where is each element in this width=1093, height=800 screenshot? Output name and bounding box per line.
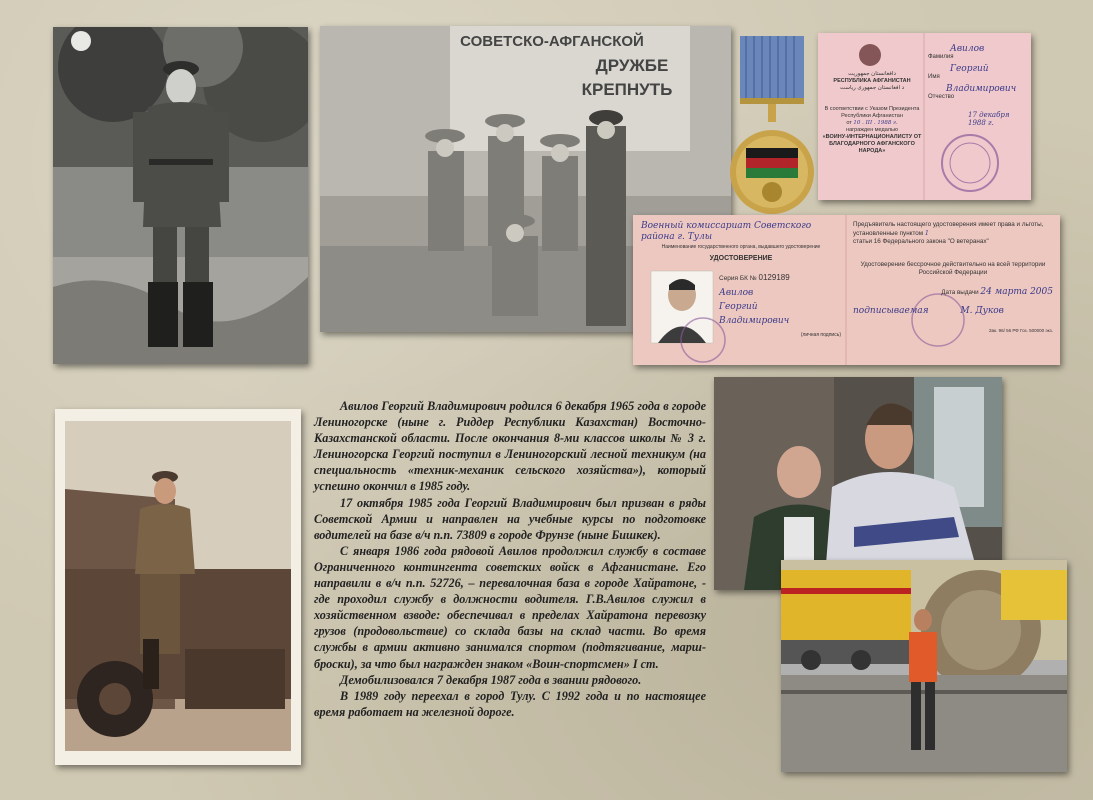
soldier-on-truck-photo xyxy=(55,409,301,765)
cert1-persian-1: دافغانستان جمهوريت xyxy=(848,71,896,77)
cert2-rights-text: Предъявитель настоящего удостоверения имеет права и льготы, установленные пунктом xyxy=(853,221,1044,237)
soldier-forest-photo xyxy=(53,27,308,364)
bio-paragraph-2: 17 октября 1985 года Георгий Владимирович был призван в ряды Советской Армии и направлен на учебные курсы по подготовке водителей на базе в/ч п.п. 73809 в городе Фрунзе (ныне Бишкек). xyxy=(314,495,706,542)
veteran-certificate xyxy=(633,215,1060,365)
cert1-decree: В соответствии с Указом Президента Республики Афганистан xyxy=(824,106,920,119)
cert1-surname-label: Фамилия xyxy=(928,54,954,60)
medal-icon xyxy=(728,32,816,217)
cert1-republic: РЕСПУБЛИКА АФГАНИСТАН xyxy=(833,78,911,84)
banner-text xyxy=(452,30,692,102)
banner-line-2: ДРУЖБЕ xyxy=(595,56,669,75)
cert2-surname: Авилов xyxy=(719,288,754,298)
cert2-issuer-caption: Наименование государственного органа, выдавшего удостоверение xyxy=(661,244,821,250)
banner-line-3: КРЕПНУТЬ xyxy=(581,80,673,99)
cert2-name: Георгий xyxy=(719,302,758,312)
cert2-signed xyxy=(853,307,1053,317)
soldier-forest-image xyxy=(53,27,308,364)
cert1-name-value: Георгий xyxy=(950,64,989,74)
cert2-series-label: Серия БК № xyxy=(719,275,757,282)
cert2-rights xyxy=(853,221,1053,238)
cert1-patronymic-value: Владимирович xyxy=(946,84,1017,94)
railway-worker-photo xyxy=(781,560,1067,772)
cert2-series xyxy=(719,271,841,286)
cert1-surname-value: Авилов xyxy=(950,44,985,54)
cert1-name-label: Имя xyxy=(928,74,940,80)
cert1-patronymic-label: Отчество xyxy=(928,94,955,100)
cert1-date xyxy=(822,120,922,127)
cert1-persian-2: د افغانستان جمهوری ریاست xyxy=(839,85,905,91)
cert2-issuer: Военный комиссариат Советского района г. Тулы xyxy=(641,221,812,242)
cert2-title: УДОСТОВЕРЕНИЕ xyxy=(709,255,773,262)
cert1-issue-note: 17 декабря 1988 г. xyxy=(968,111,1010,127)
cert2-footer: Зак. 96/ 56 РФ Гоз. 500000 экз. xyxy=(988,327,1053,333)
cert1-medal-name: «ВОИНУ-ИНТЕРНАЦИОНАЛИСТУ ОТ БЛАГОДАРНОГО АФГАНСКОГО НАРОДА» xyxy=(822,134,922,154)
cert2-rights-item: 1 xyxy=(924,229,929,237)
cert2-date-label: Дата выдачи xyxy=(941,288,979,296)
cert2-signer: М. Дуков xyxy=(960,306,1004,316)
cert2-law: статьи 16 Федерального закона "О ветеранах" xyxy=(853,238,989,245)
banner-line-1: СОВЕТСКО-АФГАНСКОЙ xyxy=(460,33,644,50)
cert2-validity: Удостоверение бессрочное действительно на всей территории Российской Федерации xyxy=(860,260,1046,276)
cert2-date xyxy=(853,288,1053,298)
soldier-on-truck-image xyxy=(55,409,301,765)
bio-paragraph-4: Демобилизовался 7 декабря 1987 года в звании рядового. xyxy=(340,672,642,687)
medal xyxy=(728,32,816,217)
railway-worker-image xyxy=(781,560,1067,772)
cert2-date-value: 24 марта 2005 xyxy=(980,286,1053,297)
cert1-awarded: награжден медалью xyxy=(846,127,898,133)
cert2-patronymic: Владимирович xyxy=(719,316,790,326)
veteran-photo xyxy=(714,377,1002,590)
biography-text xyxy=(314,398,706,720)
cert2-signature-caption: (личная подпись) xyxy=(800,332,841,338)
bio-paragraph-5: В 1989 году переехал в город Тулу. С 1992 года и по настоящее время работает на железной дороге. xyxy=(314,688,706,719)
medal-certificate xyxy=(818,33,1031,200)
bio-paragraph-3: С января 1986 года рядовой Авилов продолжил службу в составе Ограниченного контингента советских войск в Афганистане. Его направили в в/ч п.п. 52726, – перевалочная база в городе Хайратоне, - где проходил службу в должности водителя. Г.В.Авилов служил в хозяйственном взводе: обеспечивал в пределах Хайратона перевозку грузов (продовольствие) со склада базы на склад части. Во время службы в армии активно занимался спортом (подтягивание, марш-броски), за что был награжден знаком «Воин-спортсмен» I ст. xyxy=(314,543,706,671)
cert1-date-value: 10 . III . 1988 г. xyxy=(853,120,898,126)
cert2-signed-hand: подписываемая xyxy=(853,306,929,316)
cert1-date-prefix: от xyxy=(846,120,852,126)
veteran-image xyxy=(714,377,1002,590)
cert2-series-value: 0129189 xyxy=(758,273,790,282)
bio-paragraph-1: Авилов Георгий Владимирович родился 6 декабря 1965 года в городе Лениногорске (ныне г. Риддер Республики Казахстан) Восточно-Казахстанской области. После окончания 8-ми классов школы № 3 г. Лениногорска Георгий поступил в Лениногорский лесной техникум (на специальность «техник-механик сельского хозяйства»), который успешно окончил в 1985 году. xyxy=(314,399,706,494)
